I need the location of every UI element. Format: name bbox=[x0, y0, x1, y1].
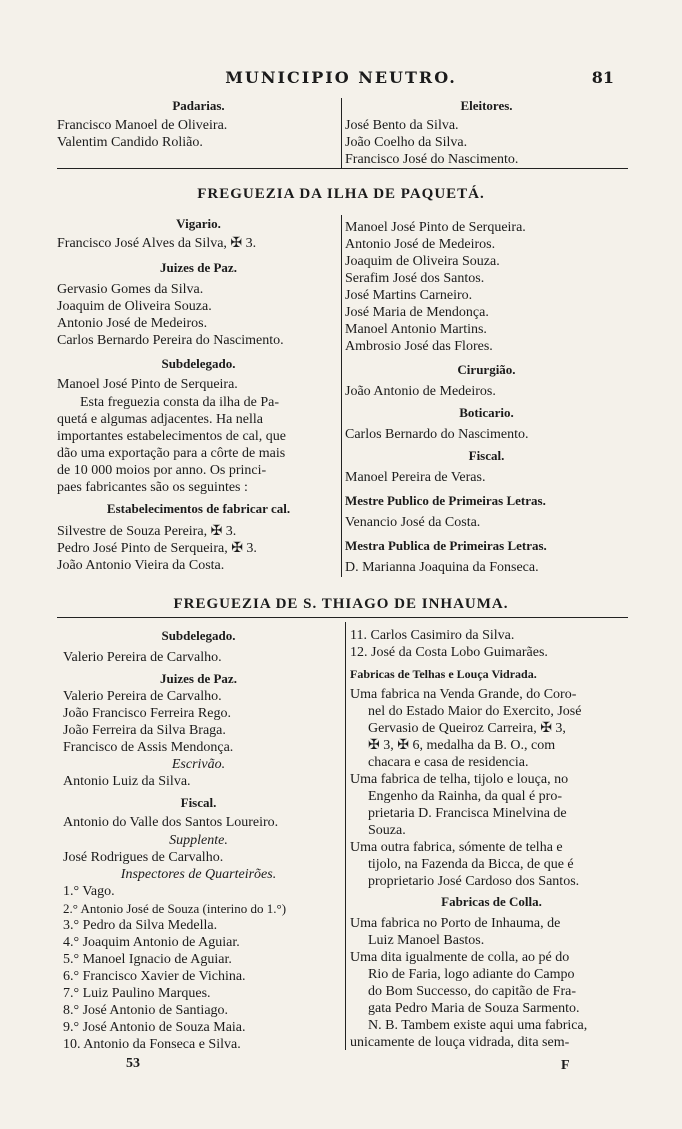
list-item: Silvestre de Souza Pereira, ✠ 3. bbox=[57, 524, 237, 539]
list-item: Francisco de Assis Mendonça. bbox=[63, 740, 234, 755]
paragraph-line: Souza. bbox=[368, 823, 406, 838]
list-item: Valerio Pereira de Carvalho. bbox=[63, 650, 222, 665]
section-title-paqueta: FREGUEZIA DA ILHA DE PAQUETÁ. bbox=[197, 186, 485, 202]
paragraph-line: Uma outra fabrica, sómente de telha e bbox=[350, 840, 563, 855]
list-item: Joaquim de Oliveira Souza. bbox=[345, 254, 500, 269]
list-item: Venancio José da Costa. bbox=[345, 515, 481, 530]
paragraph-line: dão uma exportação para a côrte de mais bbox=[57, 446, 286, 461]
list-item: José Rodrigues de Carvalho. bbox=[63, 850, 224, 865]
heading-inspectores: Inspectores de Quarteirões. bbox=[120, 867, 277, 882]
running-title: MUNICIPIO NEUTRO. bbox=[225, 68, 457, 87]
heading-supplente: Supplente. bbox=[169, 833, 228, 848]
page-number: 81 bbox=[591, 68, 614, 87]
heading-boticario: Boticario. bbox=[459, 405, 514, 420]
paragraph-line: do Bom Successo, do capitão de Fra- bbox=[368, 984, 577, 999]
list-item: 11. Carlos Casimiro da Silva. bbox=[350, 628, 515, 643]
list-item: 6.° Francisco Xavier de Vichina. bbox=[63, 969, 246, 984]
heading-juizes: Juizes de Paz. bbox=[160, 260, 237, 275]
heading-eleitores: Eleitores. bbox=[460, 98, 513, 113]
list-item: José Maria de Mendonça. bbox=[345, 305, 489, 320]
list-item: Carlos Bernardo Pereira do Nascimento. bbox=[57, 333, 284, 348]
paragraph-line: Uma fabrica no Porto de Inhauma, de bbox=[350, 916, 561, 931]
list-item: 3.° Pedro da Silva Medella. bbox=[63, 918, 218, 933]
list-item: Pedro José Pinto de Serqueira, ✠ 3. bbox=[57, 541, 257, 556]
list-item: 4.° Joaquim Antonio de Aguiar. bbox=[63, 935, 240, 950]
list-item: Manoel José Pinto de Serqueira. bbox=[57, 377, 238, 392]
paragraph-line: Uma fabrica na Venda Grande, do Coro- bbox=[350, 687, 577, 702]
list-item: João Ferreira da Silva Braga. bbox=[63, 723, 226, 738]
list-item: 8.° José Antonio de Santiago. bbox=[63, 1003, 229, 1018]
list-item: Francisco Manoel de Oliveira. bbox=[57, 118, 228, 133]
heading-subdelegado: Subdelegado. bbox=[161, 356, 236, 371]
list-item: Valerio Pereira de Carvalho. bbox=[63, 689, 222, 704]
column-divider bbox=[341, 98, 342, 168]
list-item: Ambrosio José das Flores. bbox=[345, 339, 493, 354]
paragraph-line: Luiz Manoel Bastos. bbox=[368, 933, 485, 948]
heading-estabelecimentos: Estabelecimentos de fabricar cal. bbox=[106, 501, 291, 516]
paragraph-line: prietaria D. Francisca Minelvina de bbox=[368, 806, 567, 821]
list-item: Antonio Luiz da Silva. bbox=[63, 774, 191, 789]
signature-mark: 53 bbox=[126, 1056, 140, 1071]
heading-escrivao: Escrivão. bbox=[171, 757, 226, 772]
list-item: João Francisco Ferreira Rego. bbox=[63, 706, 231, 721]
page-header bbox=[0, 68, 682, 88]
list-item: José Martins Carneiro. bbox=[345, 288, 473, 303]
list-item: Antonio José de Medeiros. bbox=[345, 237, 496, 252]
heading-subdelegado: Subdelegado. bbox=[161, 628, 236, 643]
paragraph-line: Rio de Faria, logo adiante do Campo bbox=[368, 967, 575, 982]
divider bbox=[57, 168, 628, 169]
list-item: Serafim José dos Santos. bbox=[345, 271, 485, 286]
heading-colla: Fabricas de Colla. bbox=[441, 894, 542, 909]
paragraph-line: tijolo, na Fazenda da Bicca, de que é bbox=[368, 857, 574, 872]
list-item: Manoel José Pinto de Serqueira. bbox=[345, 220, 526, 235]
heading-fiscal: Fiscal. bbox=[468, 448, 505, 463]
list-item: 5.° Manoel Ignacio de Aguiar. bbox=[63, 952, 232, 967]
paragraph-line: unicamente de louça vidrada, dita sem- bbox=[350, 1035, 570, 1050]
paragraph-line: de 10 000 moios por anno. Os princi- bbox=[57, 463, 267, 478]
paragraph-line: Uma fabrica de telha, tijolo e louça, no bbox=[350, 772, 569, 787]
list-item: Francisco José do Nascimento. bbox=[345, 152, 519, 167]
heading-cirurgiao: Cirurgião. bbox=[457, 362, 516, 377]
list-item: Antonio do Valle dos Santos Loureiro. bbox=[63, 815, 279, 830]
paragraph-line: N. B. Tambem existe aqui uma fabrica, bbox=[368, 1018, 588, 1033]
paragraph-line: proprietario José Cardoso dos Santos. bbox=[368, 874, 580, 889]
paragraph-line: Gervasio de Queiroz Carreira, ✠ 3, bbox=[368, 721, 566, 736]
heading-padarias: Padarias. bbox=[172, 98, 225, 113]
list-item: João Coelho da Silva. bbox=[345, 135, 468, 150]
list-item: 12. José da Costa Lobo Guimarães. bbox=[350, 645, 548, 660]
list-item: Joaquim de Oliveira Souza. bbox=[57, 299, 212, 314]
paragraph-line: ✠ 3, ✠ 6, medalha da B. O., com bbox=[368, 738, 556, 753]
list-item: 10. Antonio da Fonseca e Silva. bbox=[63, 1037, 241, 1052]
heading-mestra: Mestra Publica de Primeiras Letras. bbox=[345, 538, 547, 553]
list-item: João Antonio Vieira da Costa. bbox=[57, 558, 225, 573]
paragraph-line: Esta freguezia consta da ilha de Pa- bbox=[80, 395, 280, 410]
list-item: José Bento da Silva. bbox=[345, 118, 459, 133]
list-item: Valentim Candido Rolião. bbox=[57, 135, 203, 150]
paragraph-line: quetá e algumas adjacentes. Ha nella bbox=[57, 412, 264, 427]
paragraph-line: gata Pedro Maria de Souza Sarmento. bbox=[368, 1001, 580, 1016]
list-item: 2.° Antonio José de Souza (interino do 1.°) bbox=[63, 901, 287, 916]
list-item: Manoel Antonio Martins. bbox=[345, 322, 487, 337]
divider bbox=[57, 617, 628, 618]
list-item: Manoel Pereira de Veras. bbox=[345, 470, 486, 485]
list-item: D. Marianna Joaquina da Fonseca. bbox=[345, 560, 539, 575]
heading-vigario: Vigario. bbox=[176, 216, 221, 231]
paragraph-line: Uma dita igualmente de colla, ao pé do bbox=[350, 950, 570, 965]
paragraph-line: nel do Estado Maior do Exercito, José bbox=[368, 704, 582, 719]
heading-mestre: Mestre Publico de Primeiras Letras. bbox=[345, 493, 546, 508]
list-item: 1.° Vago. bbox=[63, 884, 115, 899]
list-item: Carlos Bernardo do Nascimento. bbox=[345, 427, 529, 442]
paragraph-line: chacara e casa de residencia. bbox=[368, 755, 529, 770]
list-item: 7.° Luiz Paulino Marques. bbox=[63, 986, 211, 1001]
paragraph-line: Engenho da Rainha, da qual é pro- bbox=[368, 789, 562, 804]
list-item: Francisco José Alves da Silva, ✠ 3. bbox=[57, 236, 257, 251]
heading-fabricas: Fabricas de Telhas e Louça Vidrada. bbox=[350, 667, 537, 681]
heading-fiscal: Fiscal. bbox=[180, 795, 217, 810]
paragraph-line: importantes estabelecimentos de cal, que bbox=[57, 429, 286, 444]
gathering-letter: F bbox=[561, 1058, 570, 1073]
heading-juizes: Juizes de Paz. bbox=[160, 671, 237, 686]
paragraph-line: paes fabricantes são os seguintes : bbox=[57, 480, 248, 495]
list-item: Antonio José de Medeiros. bbox=[57, 316, 208, 331]
list-item: 9.° José Antonio de Souza Maia. bbox=[63, 1020, 246, 1035]
section-title-inhauma: FREGUEZIA DE S. THIAGO DE INHAUMA. bbox=[173, 596, 509, 612]
list-item: João Antonio de Medeiros. bbox=[345, 384, 496, 399]
list-item: Gervasio Gomes da Silva. bbox=[57, 282, 204, 297]
